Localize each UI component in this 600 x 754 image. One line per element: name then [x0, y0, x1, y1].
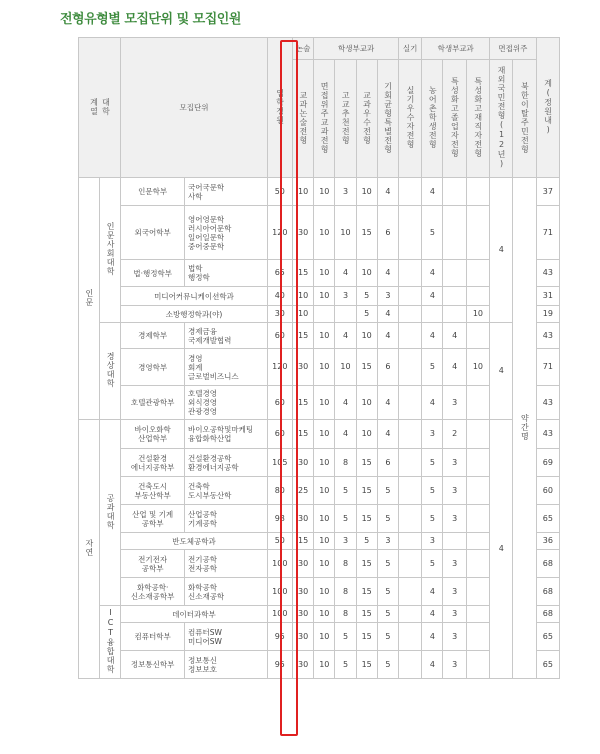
total-cell: 43 [536, 260, 559, 287]
quota-cell: 60 [267, 420, 292, 449]
tjae-cell [466, 420, 489, 449]
nonsul-cell: 15 [293, 386, 314, 420]
nonsul-cell: 30 [293, 349, 314, 386]
total-cell: 19 [536, 306, 559, 323]
total-cell: 68 [536, 550, 559, 578]
quota-cell: 80 [267, 477, 292, 505]
nong-cell: 5 [422, 477, 443, 505]
quota-cell: 60 [267, 323, 292, 349]
gihoe-cell: 3 [377, 287, 398, 306]
gogyo-cell: 4 [335, 386, 356, 420]
dept-cell: 정보통신학부 [121, 651, 185, 679]
tjeop-cell [443, 178, 466, 206]
dept-cell: 전기전자 공학부 [121, 550, 185, 578]
tjae-cell [466, 386, 489, 420]
gyoga-cell: 15 [356, 505, 377, 533]
header-bukhan: 북한이탈주민전형 [513, 60, 536, 178]
header-nongeochon: 농어촌학생전형 [422, 60, 443, 178]
nong-cell: 4 [422, 178, 443, 206]
myeon-cell: 10 [314, 651, 335, 679]
jaeoe-cell: 4 [490, 178, 513, 323]
silgi-cell [399, 449, 422, 477]
header-quota: 입학정원 [267, 38, 292, 178]
dept-cell: 데이터과학부 [121, 606, 267, 623]
myeon-cell: 10 [314, 533, 335, 550]
silgi-cell [399, 578, 422, 606]
gogyo-cell: 8 [335, 606, 356, 623]
total-cell: 69 [536, 449, 559, 477]
tjeop-cell: 3 [443, 477, 466, 505]
dept-cell: 경제학부 [121, 323, 185, 349]
tjae-cell [466, 533, 489, 550]
tjeop-cell: 3 [443, 550, 466, 578]
gyoga-cell: 5 [356, 306, 377, 323]
gogyo-cell: 10 [335, 206, 356, 260]
silgi-cell [399, 306, 422, 323]
dept-cell: 화학공학· 신소재공학부 [121, 578, 185, 606]
quota-cell: 50 [267, 533, 292, 550]
tjae-cell: 10 [466, 306, 489, 323]
group-daehak-label: 경상대학 [106, 352, 116, 388]
nong-cell: 5 [422, 449, 443, 477]
myeon-cell: 10 [314, 477, 335, 505]
table-body [79, 178, 594, 679]
silgi-cell [399, 550, 422, 578]
gihoe-cell: 5 [377, 606, 398, 623]
major-cell: 산업공학 기계공학 [184, 505, 267, 533]
gogyo-cell: 4 [335, 420, 356, 449]
myeon-cell: 10 [314, 578, 335, 606]
dept-cell: 바이오화학 산업학부 [121, 420, 185, 449]
group-daehak [100, 178, 121, 323]
gogyo-cell: 3 [335, 178, 356, 206]
gyoga-cell: 5 [356, 533, 377, 550]
quota-cell: 100 [267, 578, 292, 606]
myeon-cell: 10 [314, 260, 335, 287]
header-myeonjeop-group: 면접위주 [490, 38, 537, 60]
quota-cell: 65 [267, 260, 292, 287]
tjae-cell [466, 505, 489, 533]
myeon-cell: 10 [314, 623, 335, 651]
quota-cell: 120 [267, 349, 292, 386]
tjeop-cell [443, 533, 466, 550]
dept-cell: 건축도시 부동산학부 [121, 477, 185, 505]
quota-cell: 30 [267, 306, 292, 323]
gyoga-cell: 5 [356, 287, 377, 306]
group-gyeyeol [79, 178, 100, 420]
dept-cell: 반도체공학과 [121, 533, 267, 550]
tjae-cell [466, 323, 489, 349]
nonsul-cell: 15 [293, 323, 314, 349]
gogyo-cell: 4 [335, 260, 356, 287]
silgi-cell [399, 206, 422, 260]
nonsul-cell: 10 [293, 287, 314, 306]
tjeop-cell: 3 [443, 505, 466, 533]
silgi-cell [399, 178, 422, 206]
major-cell: 건축학 도시부동산학 [184, 477, 267, 505]
gyoga-cell: 15 [356, 477, 377, 505]
nong-cell: 5 [422, 550, 443, 578]
gogyo-cell: 5 [335, 477, 356, 505]
header-gyeyeol: 계열 [89, 97, 99, 116]
major-cell: 호텔경영 외식경영 관광경영 [184, 386, 267, 420]
silgi-cell [399, 260, 422, 287]
header-nonsul-group: 논술 [293, 38, 314, 60]
nong-cell: 3 [422, 420, 443, 449]
group-daehak [100, 420, 121, 606]
dept-cell: 산업 및 기계 공학부 [121, 505, 185, 533]
gihoe-cell: 6 [377, 449, 398, 477]
nong-cell: 5 [422, 505, 443, 533]
nonsul-cell: 30 [293, 449, 314, 477]
dept-cell: 외국어학부 [121, 206, 185, 260]
group-gyeyeol-label: 자연 [84, 539, 94, 557]
dept-cell: 건설환경 에너지공학부 [121, 449, 185, 477]
header-gyoga-usu: 교과우수전형 [356, 60, 377, 178]
nonsul-cell: 15 [293, 260, 314, 287]
header-gihoe: 기회균형특별전형 [377, 60, 398, 178]
gihoe-cell: 4 [377, 420, 398, 449]
gogyo-cell: 5 [335, 623, 356, 651]
bukhan-cell [513, 178, 536, 679]
header-daehak: 대학 [101, 97, 111, 116]
myeon-cell: 10 [314, 287, 335, 306]
dept-cell: 인문학부 [121, 178, 185, 206]
tjeop-cell: 3 [443, 578, 466, 606]
group-gyeyeol-label: 인문 [84, 288, 94, 307]
header-gyeyeol-daehak [79, 38, 121, 178]
header-gogyo-chucheon: 고교추천전형 [335, 60, 356, 178]
tjeop-cell [443, 206, 466, 260]
quota-cell: 120 [267, 206, 292, 260]
gogyo-cell: 4 [335, 323, 356, 349]
quota-cell: 98 [267, 505, 292, 533]
total-cell: 37 [536, 178, 559, 206]
gihoe-cell: 5 [377, 651, 398, 679]
silgi-cell [399, 623, 422, 651]
major-cell: 전기공학 전자공학 [184, 550, 267, 578]
dept-cell: 미디어커뮤니케이션학과 [121, 287, 267, 306]
header-total: 계(정원내) [536, 38, 559, 178]
tjeop-cell: 2 [443, 420, 466, 449]
myeon-cell: 10 [314, 386, 335, 420]
quota-cell: 95 [267, 651, 292, 679]
header-teukseong-jaejik: 특성화고재직자전형 [466, 60, 489, 178]
tjeop-cell: 3 [443, 651, 466, 679]
tjae-cell [466, 449, 489, 477]
gihoe-cell: 3 [377, 533, 398, 550]
gihoe-cell: 5 [377, 550, 398, 578]
silgi-cell [399, 505, 422, 533]
major-cell: 정보통신 정보보호 [184, 651, 267, 679]
silgi-cell [399, 651, 422, 679]
gyoga-cell: 15 [356, 623, 377, 651]
nonsul-cell: 25 [293, 477, 314, 505]
gihoe-cell: 4 [377, 306, 398, 323]
quota-cell: 50 [267, 178, 292, 206]
gyoga-cell: 15 [356, 550, 377, 578]
gyoga-cell: 10 [356, 323, 377, 349]
nonsul-cell: 15 [293, 420, 314, 449]
tjeop-cell: 3 [443, 386, 466, 420]
major-cell: 경제금융 국제개발협력 [184, 323, 267, 349]
nong-cell: 3 [422, 533, 443, 550]
gihoe-cell: 6 [377, 349, 398, 386]
header-silgi-usu: 실기우수자전형 [399, 60, 422, 178]
gihoe-cell: 4 [377, 260, 398, 287]
group-gyeyeol [79, 420, 100, 679]
gyoga-cell: 10 [356, 178, 377, 206]
header-gyoga-nonsul: 교과논술전형 [293, 60, 314, 178]
tjae-cell [466, 606, 489, 623]
silgi-cell [399, 323, 422, 349]
header-myeonjeop-gyoga: 면접위주교과전형 [314, 60, 335, 178]
nong-cell: 4 [422, 578, 443, 606]
tjeop-cell [443, 287, 466, 306]
quota-cell: 100 [267, 550, 292, 578]
gihoe-cell: 5 [377, 477, 398, 505]
jaeoe-cell: 4 [490, 420, 513, 679]
silgi-cell [399, 287, 422, 306]
silgi-cell [399, 349, 422, 386]
myeon-cell: 10 [314, 178, 335, 206]
gihoe-cell: 5 [377, 578, 398, 606]
nonsul-cell: 10 [293, 178, 314, 206]
major-cell: 경영 회계 글로벌비즈니스 [184, 349, 267, 386]
total-cell: 65 [536, 651, 559, 679]
myeon-cell [314, 306, 335, 323]
silgi-cell [399, 533, 422, 550]
nong-cell: 4 [422, 651, 443, 679]
group-daehak-label: ICT융합대학 [106, 608, 116, 674]
tjae-cell [466, 578, 489, 606]
header-hakbu-group: 학생부교과 [314, 38, 399, 60]
gyoga-cell: 15 [356, 449, 377, 477]
myeon-cell: 10 [314, 420, 335, 449]
nong-cell: 4 [422, 323, 443, 349]
nong-cell: 4 [422, 287, 443, 306]
nonsul-cell: 30 [293, 550, 314, 578]
dept-cell: 법·행정학부 [121, 260, 185, 287]
myeon-cell: 10 [314, 323, 335, 349]
myeon-cell: 10 [314, 206, 335, 260]
total-cell: 60 [536, 477, 559, 505]
table-row [79, 178, 594, 206]
nonsul-cell: 30 [293, 206, 314, 260]
gihoe-cell: 6 [377, 206, 398, 260]
total-cell: 65 [536, 505, 559, 533]
silgi-cell [399, 477, 422, 505]
gyoga-cell: 15 [356, 206, 377, 260]
tjeop-cell [443, 260, 466, 287]
quota-cell: 105 [267, 449, 292, 477]
tjae-cell [466, 206, 489, 260]
tjae-cell [466, 477, 489, 505]
tjae-cell: 10 [466, 349, 489, 386]
major-cell: 국어국문학 사학 [184, 178, 267, 206]
nonsul-cell: 30 [293, 651, 314, 679]
nong-cell [422, 306, 443, 323]
gogyo-cell: 5 [335, 651, 356, 679]
gihoe-cell: 5 [377, 623, 398, 651]
gogyo-cell [335, 306, 356, 323]
tjeop-cell: 4 [443, 349, 466, 386]
gogyo-cell: 5 [335, 505, 356, 533]
myeon-cell: 10 [314, 606, 335, 623]
nong-cell: 4 [422, 386, 443, 420]
nong-cell: 4 [422, 623, 443, 651]
nonsul-cell: 10 [293, 306, 314, 323]
tjeop-cell: 4 [443, 323, 466, 349]
tjae-cell [466, 651, 489, 679]
silgi-cell [399, 386, 422, 420]
quota-cell: 40 [267, 287, 292, 306]
silgi-cell [399, 420, 422, 449]
gyoga-cell: 10 [356, 420, 377, 449]
nong-cell: 5 [422, 349, 443, 386]
tjae-cell [466, 623, 489, 651]
tjeop-cell [443, 306, 466, 323]
gihoe-cell: 4 [377, 386, 398, 420]
gogyo-cell: 8 [335, 578, 356, 606]
page-title: 전형유형별 모집단위 및 모집인원 [60, 12, 241, 27]
group-daehak-label: 공과대학 [106, 493, 116, 530]
tjeop-cell: 3 [443, 623, 466, 651]
gyoga-cell: 10 [356, 260, 377, 287]
gyoga-cell: 15 [356, 578, 377, 606]
total-cell: 43 [536, 386, 559, 420]
silgi-cell [399, 606, 422, 623]
header-unit: 모집단위 [121, 38, 267, 178]
tjae-cell [466, 550, 489, 578]
dept-cell: 호텔관광학부 [121, 386, 185, 420]
nonsul-cell: 15 [293, 533, 314, 550]
total-cell: 43 [536, 323, 559, 349]
nonsul-cell: 30 [293, 623, 314, 651]
tjae-cell [466, 260, 489, 287]
gyoga-cell: 15 [356, 651, 377, 679]
nonsul-cell: 30 [293, 505, 314, 533]
header-silgi-group: 실기 [399, 38, 422, 60]
nong-cell: 5 [422, 206, 443, 260]
total-cell: 31 [536, 287, 559, 306]
group-daehak-label: 인문사회대학 [106, 222, 116, 276]
gihoe-cell: 4 [377, 178, 398, 206]
total-cell: 68 [536, 578, 559, 606]
total-cell: 71 [536, 206, 559, 260]
gyoga-cell: 15 [356, 606, 377, 623]
gihoe-cell: 4 [377, 323, 398, 349]
jaeoe-cell: 4 [490, 323, 513, 420]
major-cell: 영어영문학 러시아어문학 일어일문학 중어중문학 [184, 206, 267, 260]
myeon-cell: 10 [314, 505, 335, 533]
admission-table [78, 37, 594, 679]
tjae-cell [466, 178, 489, 206]
tjae-cell [466, 287, 489, 306]
gihoe-cell: 5 [377, 505, 398, 533]
major-cell: 화학공학 신소재공학 [184, 578, 267, 606]
major-cell: 컴퓨터SW 미디어SW [184, 623, 267, 651]
header-jaeoe: 재외국민전형(12년) [490, 60, 513, 178]
total-cell: 68 [536, 606, 559, 623]
header-hakjong-group: 학생부교과 [422, 38, 490, 60]
gogyo-cell: 8 [335, 550, 356, 578]
gogyo-cell: 8 [335, 449, 356, 477]
tjeop-cell: 3 [443, 606, 466, 623]
myeon-cell: 10 [314, 449, 335, 477]
gogyo-cell: 10 [335, 349, 356, 386]
header-teukseong-jeopgo: 특성화고졸업자전형 [443, 60, 466, 178]
quota-cell: 60 [267, 386, 292, 420]
nonsul-cell: 30 [293, 578, 314, 606]
major-cell: 바이오공학및마케팅 융합화학산업 [184, 420, 267, 449]
bukhan-label: 약간명 [520, 413, 530, 441]
nong-cell: 4 [422, 606, 443, 623]
nong-cell: 4 [422, 260, 443, 287]
gogyo-cell: 3 [335, 287, 356, 306]
myeon-cell: 10 [314, 550, 335, 578]
quota-cell: 100 [267, 606, 292, 623]
total-cell: 36 [536, 533, 559, 550]
nonsul-cell: 30 [293, 606, 314, 623]
gogyo-cell: 3 [335, 533, 356, 550]
dept-cell: 컴퓨터학부 [121, 623, 185, 651]
major-cell: 법학 행정학 [184, 260, 267, 287]
myeon-cell: 10 [314, 349, 335, 386]
total-cell: 43 [536, 420, 559, 449]
dept-cell: 소방행정학과(야) [121, 306, 267, 323]
group-daehak [100, 323, 121, 420]
quota-cell: 95 [267, 623, 292, 651]
total-cell: 71 [536, 349, 559, 386]
gyoga-cell: 10 [356, 386, 377, 420]
group-daehak [100, 606, 121, 679]
dept-cell: 경영학부 [121, 349, 185, 386]
tjeop-cell: 3 [443, 449, 466, 477]
total-cell: 65 [536, 623, 559, 651]
major-cell: 건설환경공학 환경에너지공학 [184, 449, 267, 477]
gyoga-cell: 15 [356, 349, 377, 386]
